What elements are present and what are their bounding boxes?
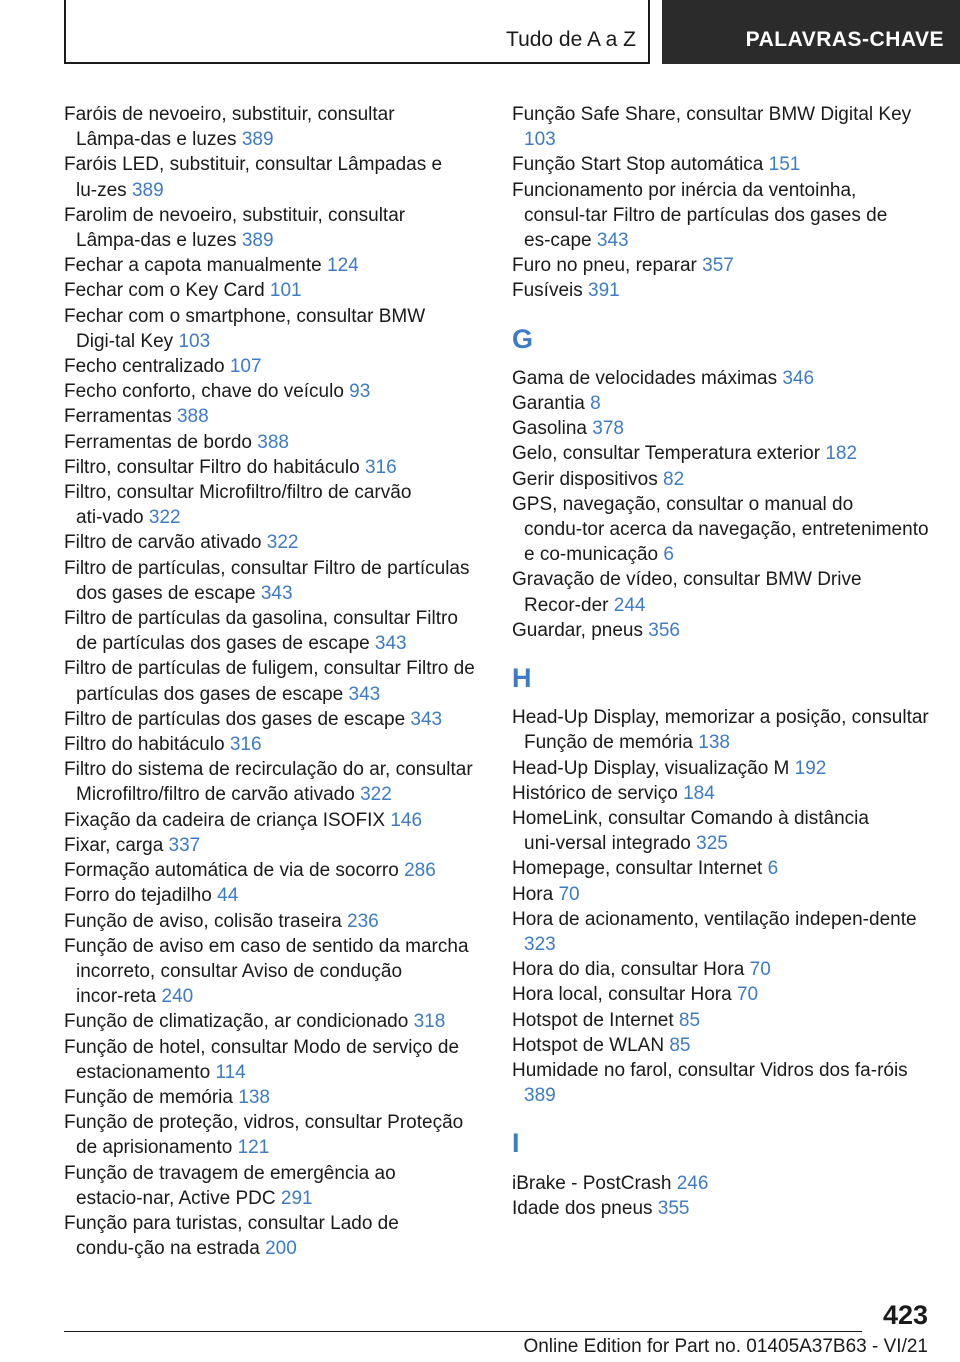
index-entry: [64, 1085, 482, 1110]
page-reference-link[interactable]: 378: [592, 418, 624, 440]
page-reference-link[interactable]: 70: [736, 984, 759, 1006]
index-entry: [64, 203, 482, 253]
entry-term: Hora local, consultar Hora: [512, 984, 732, 1006]
page-reference-link[interactable]: 85: [669, 1034, 691, 1056]
entry-term: Gasolina: [512, 418, 587, 440]
page-reference-link[interactable]: 138: [698, 732, 730, 754]
index-entry: [64, 152, 482, 202]
entry-term: Hora: [512, 883, 554, 905]
index-entry: [64, 404, 482, 429]
index-entry: [64, 883, 482, 908]
index-entry: [64, 455, 482, 480]
index-entry: [512, 391, 932, 416]
index-group-g: [512, 366, 932, 643]
page-reference-link[interactable]: 121: [237, 1137, 270, 1159]
page-reference-link[interactable]: 114: [215, 1061, 246, 1083]
page-reference-link[interactable]: 346: [782, 367, 815, 389]
page-reference-link[interactable]: 244: [613, 594, 646, 616]
page-reference-link[interactable]: 389: [241, 230, 274, 252]
entry-term: Furo no pneu, reparar: [512, 255, 697, 277]
index-entry: [64, 707, 482, 732]
entry-term: Função para turistas, consultar Lado de condu‑ção na estrada: [64, 1212, 399, 1260]
index-entry: [512, 492, 932, 568]
index-entry: [512, 1171, 932, 1196]
page-header: [0, 0, 960, 66]
index-entry: [64, 379, 482, 404]
entry-term: Faróis de nevoeiro, substituir, consultar Lâmpa‑das e luzes: [64, 104, 395, 151]
entry-term: Gelo, consultar Temperatura exterior: [512, 443, 821, 465]
section-title: Tudo de A a Z: [506, 28, 636, 51]
index-entry: [64, 1161, 482, 1211]
index-entry: [512, 416, 932, 441]
entry-term: Função de hotel, consultar Modo de serviço de estacionamento: [64, 1036, 460, 1083]
footer-edition: Online Edition for Part no. 01405A37B63 - VI/21: [523, 1336, 928, 1357]
entry-term: Gerir dispositivos: [512, 468, 658, 490]
index-entry: [512, 781, 932, 806]
page-reference-link[interactable]: 322: [266, 532, 299, 554]
page-reference-link[interactable]: 184: [683, 782, 715, 804]
page-reference-link[interactable]: 101: [269, 280, 302, 302]
entry-term: Função de aviso em caso de sentido da marcha incorreto, consultar Aviso de condução incor‑reta: [64, 935, 469, 1008]
page-reference-link[interactable]: 70: [749, 959, 771, 981]
page-reference-link[interactable]: 151: [768, 154, 801, 176]
group-spacer: [512, 1108, 932, 1118]
page-reference-link[interactable]: 44: [217, 885, 239, 907]
page-reference-link[interactable]: 124: [327, 255, 359, 277]
page-reference-link[interactable]: 246: [676, 1172, 709, 1194]
page-reference-link[interactable]: 343: [348, 683, 381, 705]
index-entry: [64, 278, 482, 303]
entry-term: Funcionamento por inércia da ventoinha, consul‑tar Filtro de partículas dos gases de es‑cape: [512, 179, 888, 252]
page-reference-link[interactable]: 388: [176, 406, 209, 428]
index-entry: [64, 102, 482, 152]
page-reference-link[interactable]: 325: [696, 833, 728, 855]
entry-term: Fecho conforto, chave do veículo: [64, 381, 344, 403]
page-reference-link[interactable]: 316: [364, 456, 397, 478]
entry-term: Gama de velocidades máximas: [512, 367, 778, 389]
index-letter-i: I: [512, 1128, 520, 1159]
index-group-f: [512, 102, 932, 304]
entry-term: Filtro do sistema de recirculação do ar, consultar Microfiltro/filtro de carvão ativado: [64, 759, 473, 806]
index-entry: [64, 354, 482, 379]
page-reference-link[interactable]: 322: [148, 507, 181, 529]
page-reference-link[interactable]: 316: [229, 734, 262, 756]
index-entry: [64, 808, 482, 833]
page-reference-link[interactable]: 388: [257, 431, 289, 453]
page-reference-link[interactable]: 343: [410, 708, 443, 730]
index-entry: [64, 934, 482, 1010]
entry-term: Formação automática de via de socorro: [64, 860, 399, 882]
index-entry: [64, 656, 482, 706]
entry-term: Fusíveis: [512, 280, 583, 302]
index-entry: [512, 806, 932, 856]
entry-term: HomeLink, consultar Comando à distância uni‑versal integrado: [512, 808, 869, 855]
index-entry: [64, 909, 482, 934]
index-entry: [512, 756, 932, 781]
group-spacer: [512, 304, 932, 314]
page-number: 423: [882, 1300, 928, 1330]
entry-term: Filtro de partículas da gasolina, consultar Filtro de partículas dos gases de escape: [64, 608, 458, 655]
index-letter-h: H: [512, 663, 532, 694]
entry-term: Função de climatização, ar condicionado: [64, 1011, 409, 1033]
page-reference-link[interactable]: 357: [702, 255, 734, 277]
index-entry: [512, 907, 932, 957]
entry-term: Fechar com o smartphone, consultar BMW Digi‑tal Key: [64, 305, 426, 352]
entry-term: Garantia: [512, 393, 585, 415]
entry-term: Homepage, consultar Internet: [512, 858, 763, 880]
index-entry: [64, 430, 482, 455]
page-reference-link[interactable]: 93: [349, 381, 371, 403]
index-entry: [64, 1211, 482, 1261]
entry-term: Histórico de serviço: [512, 782, 678, 804]
entry-term: Hotspot de WLAN: [512, 1034, 665, 1056]
index-group-h: [512, 705, 932, 1108]
index-entry: [512, 366, 932, 391]
entry-term: Hora do dia, consultar Hora: [512, 959, 745, 981]
entry-term: Função de proteção, vidros, consultar Proteção de aprisionamento: [64, 1112, 464, 1159]
index-column-left: [64, 102, 482, 1261]
index-entry: [512, 1033, 932, 1058]
page-reference-link[interactable]: 356: [648, 619, 680, 641]
page-reference-link[interactable]: 343: [374, 633, 407, 655]
entry-term: Fixar, carga: [64, 834, 164, 856]
entry-term: Farolim de nevoeiro, substituir, consultar Lâmpa‑das e luzes: [64, 204, 406, 252]
page-reference-link[interactable]: 6: [767, 858, 779, 880]
entry-term: Filtro de carvão ativado: [64, 532, 262, 554]
page-reference-link[interactable]: 103: [178, 330, 211, 352]
index-entry: [64, 1035, 482, 1085]
index-entry: [64, 1009, 482, 1034]
index-entry: [512, 567, 932, 617]
index-entry: [512, 957, 932, 982]
index-entry: [512, 441, 932, 466]
index-entry: [512, 982, 932, 1007]
entry-term: Head-Up Display, visualização M: [512, 757, 790, 779]
page-reference-link[interactable]: 82: [663, 468, 685, 490]
page-reference-link[interactable]: 182: [825, 443, 858, 465]
header-rule-bottom: [64, 62, 650, 64]
index-entry: [64, 556, 482, 606]
entry-term: Filtro de partículas dos gases de escape: [64, 708, 406, 730]
index-entry: [512, 178, 932, 254]
index-entry: [512, 705, 932, 755]
page-reference-link[interactable]: 343: [260, 582, 293, 604]
page-reference-link[interactable]: 337: [168, 834, 201, 856]
entry-term: Faróis LED, substituir, consultar Lâmpadas e lu‑zes: [64, 154, 443, 201]
entry-term: Filtro do habitáculo: [64, 734, 225, 756]
entry-term: Função de aviso, colisão traseira: [64, 910, 342, 932]
entry-term: Função Start Stop automática: [512, 154, 764, 176]
page-reference-link[interactable]: 200: [265, 1238, 297, 1260]
entry-term: Gravação de vídeo, consultar BMW Drive Recor‑der: [512, 569, 862, 616]
entry-term: Função Safe Share, consultar BMW Digital Key: [512, 104, 912, 125]
page-reference-link[interactable]: 286: [404, 860, 436, 882]
group-spacer: [512, 643, 932, 653]
index-entry: [512, 152, 932, 177]
entry-term: Fechar a capota manualmente: [64, 255, 322, 277]
index-entry: [64, 833, 482, 858]
entry-term: Função de travagem de emergência ao estacio‑nar, Active PDC: [64, 1162, 396, 1209]
index-entry: [64, 858, 482, 883]
chapter-tab: [662, 0, 960, 64]
header-rule-left: [64, 0, 66, 64]
entry-term: Fixação da cadeira de criança ISOFIX: [64, 809, 386, 831]
entry-term: Hotspot de Internet: [512, 1009, 674, 1031]
index-entry: [512, 856, 932, 881]
page-reference-link[interactable]: 389: [524, 1085, 556, 1107]
entry-term: Filtro, consultar Microfiltro/filtro de carvão ati‑vado: [64, 482, 412, 529]
index-letter-g: G: [512, 323, 534, 354]
entry-term: Humidade no farol, consultar Vidros dos fa‑róis: [512, 1060, 908, 1082]
page-reference-link[interactable]: 192: [794, 757, 827, 779]
index-entry: [64, 606, 482, 656]
index-entry: [512, 1058, 932, 1108]
index-entry: [512, 253, 932, 278]
entry-term: Idade dos pneus: [512, 1197, 653, 1219]
entry-term: Filtro, consultar Filtro do habitáculo: [64, 456, 360, 478]
entry-term: Fecho centralizado: [64, 356, 225, 378]
index-entry: [512, 618, 932, 643]
page-reference-link[interactable]: 6: [663, 544, 674, 566]
page-reference-link[interactable]: 355: [657, 1197, 690, 1219]
entry-term: GPS, navegação, consultar o manual do condu‑tor acerca da navegação, entretenimento e co‑municação: [512, 493, 929, 566]
index-entry: [512, 882, 932, 907]
page-reference-link[interactable]: 391: [588, 280, 620, 302]
index-column-right: [512, 102, 932, 1221]
page-reference-link[interactable]: 322: [360, 784, 392, 806]
index-entry: [64, 480, 482, 530]
index-entry: [512, 102, 932, 152]
chapter-tab-label: PALAVRAS-CHAVE: [745, 28, 944, 51]
index-entry: [64, 732, 482, 757]
index-entry: [64, 1110, 482, 1160]
entry-term: Head-Up Display, memorizar a posição, consultar Função de memória: [512, 707, 929, 754]
entry-term: Hora de acionamento, ventilação indepen‑dente: [512, 908, 917, 930]
page-reference-link[interactable]: 343: [596, 230, 629, 252]
page-reference-link[interactable]: 70: [558, 883, 580, 905]
page-reference-link[interactable]: 323: [524, 934, 556, 956]
entry-term: Ferramentas de bordo: [64, 431, 252, 453]
index-entry: [64, 253, 482, 278]
page-reference-link[interactable]: 146: [390, 809, 423, 831]
index-entry: [64, 757, 482, 807]
page-reference-link[interactable]: 291: [280, 1187, 313, 1209]
entry-term: Filtro de partículas de fuligem, consultar Filtro de partículas dos gases de escape: [64, 658, 475, 705]
page-reference-link[interactable]: 389: [241, 129, 274, 151]
index-entry: [64, 304, 482, 354]
page-reference-link[interactable]: 107: [229, 356, 262, 378]
entry-term: Guardar, pneus: [512, 619, 643, 641]
entry-term: Filtro de partículas, consultar Filtro de partículas dos gases de escape: [64, 557, 470, 604]
entry-term: Fechar com o Key Card: [64, 280, 265, 302]
page-reference-link[interactable]: 8: [590, 393, 601, 415]
entry-term: iBrake - PostCrash: [512, 1172, 672, 1194]
index-entry: [512, 1008, 932, 1033]
index-entry: [64, 530, 482, 555]
page-reference-link[interactable]: 103: [524, 129, 556, 151]
index-group-i: [512, 1171, 932, 1221]
index-entry: [512, 467, 932, 492]
entry-term: Ferramentas: [64, 406, 172, 428]
index-entry: [512, 1196, 932, 1221]
entry-term: Função de memória: [64, 1086, 233, 1108]
page-reference-link[interactable]: 240: [161, 986, 194, 1008]
page-reference-link[interactable]: 318: [413, 1011, 446, 1033]
page-reference-link[interactable]: 138: [238, 1086, 270, 1108]
page-reference-link[interactable]: 236: [347, 910, 379, 932]
entry-term: Forro do tejadilho: [64, 885, 212, 907]
index-entry: [512, 278, 932, 303]
footer-rule: [64, 1331, 862, 1332]
page-reference-link[interactable]: 389: [131, 179, 164, 201]
page-reference-link[interactable]: 85: [678, 1009, 701, 1031]
header-rule-separator: [648, 0, 650, 64]
